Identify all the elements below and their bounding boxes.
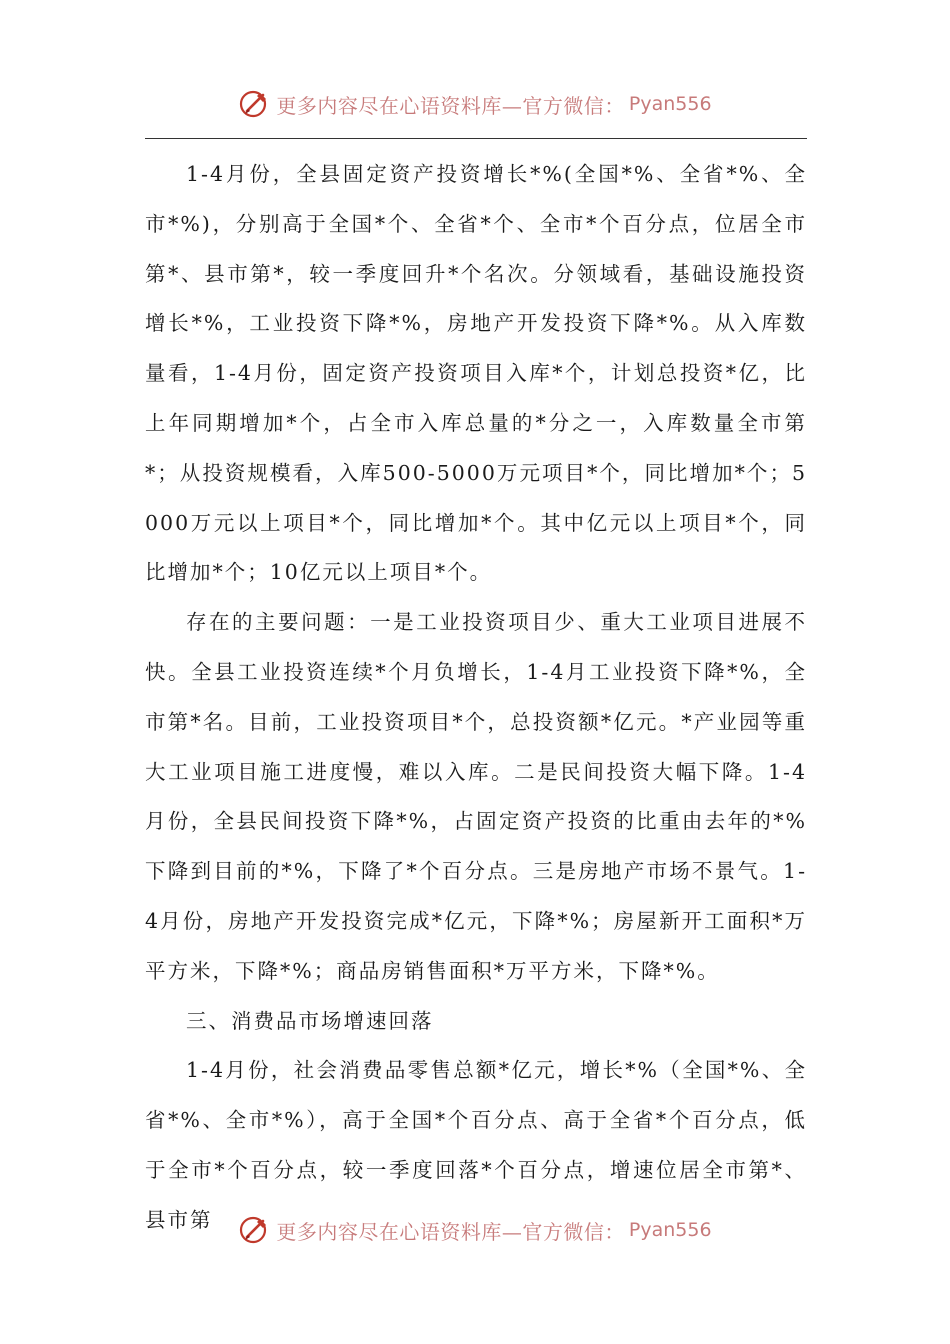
paragraph-problems: 存在的主要问题：一是工业投资项目少、重大工业项目进展不快。全县工业投资连续*个月负增长，1-4月工业投资下降*%，全市第*名。目前，工业投资项目*个，总投资额*亿元。*产业园等重大工业项目施工进度慢，难以入库。二是民间投资大幅下降。1-4月份，全县民间投资下降*%，占固定资产投资的比重由去年的*%下降到目前的*%，下降了*个百分点。三是房地产市场不景气。1-4月份，房地产开发投资完成*亿元，下降*%；房屋新开工面积*万平方米，下降*%；商品房销售面积*万平方米，下降*%。 <box>145 610 807 983</box>
footer-watermark <box>0 1210 950 1250</box>
section-heading-consumption: 三、消费品市场增速回落 <box>186 1008 434 1033</box>
watermark-wechat-id: Pyan556 <box>628 93 712 115</box>
header-divider <box>145 138 807 139</box>
header-watermark <box>0 84 950 124</box>
document-body <box>145 150 807 1246</box>
pen-logo-icon <box>238 1213 272 1247</box>
paragraph-investment: 1-4月份，全县固定资产投资增长*%(全国*%、全省*%、全市*%)，分别高于全国*个、全省*个、全市*个百分点，位居全市第*、县市第*，较一季度回升*个名次。分领域看，基础设施投资增长*%，工业投资下降*%，房地产开发投资下降*%。从入库数量看，1-4月份，固定资产投资项目入库*个，计划总投资*亿，比上年同期增加*个，占全市入库总量的*分之一，入库数量全市第*；从投资规模看，入库500-5000万元项目*个，同比增加*个；5000万元以上项目*个，同比增加*个。其中亿元以上项目*个，同比增加*个；10亿元以上项目*个。 <box>145 162 807 585</box>
paragraph-consumption: 1-4月份，社会消费品零售总额*亿元，增长*%（全国*%、全省*%、全市*%），高于全国*个百分点、高于全省*个百分点，低于全市*个百分点，较一季度回落*个百分点，增速位居全市第*、县市第 <box>145 1058 807 1232</box>
pen-logo-icon <box>238 87 272 121</box>
watermark-wechat-id: Pyan556 <box>628 1219 712 1241</box>
watermark-text: 更多内容尽在心语资料库—官方微信： <box>276 93 625 118</box>
watermark-text: 更多内容尽在心语资料库—官方微信： <box>276 1219 625 1244</box>
